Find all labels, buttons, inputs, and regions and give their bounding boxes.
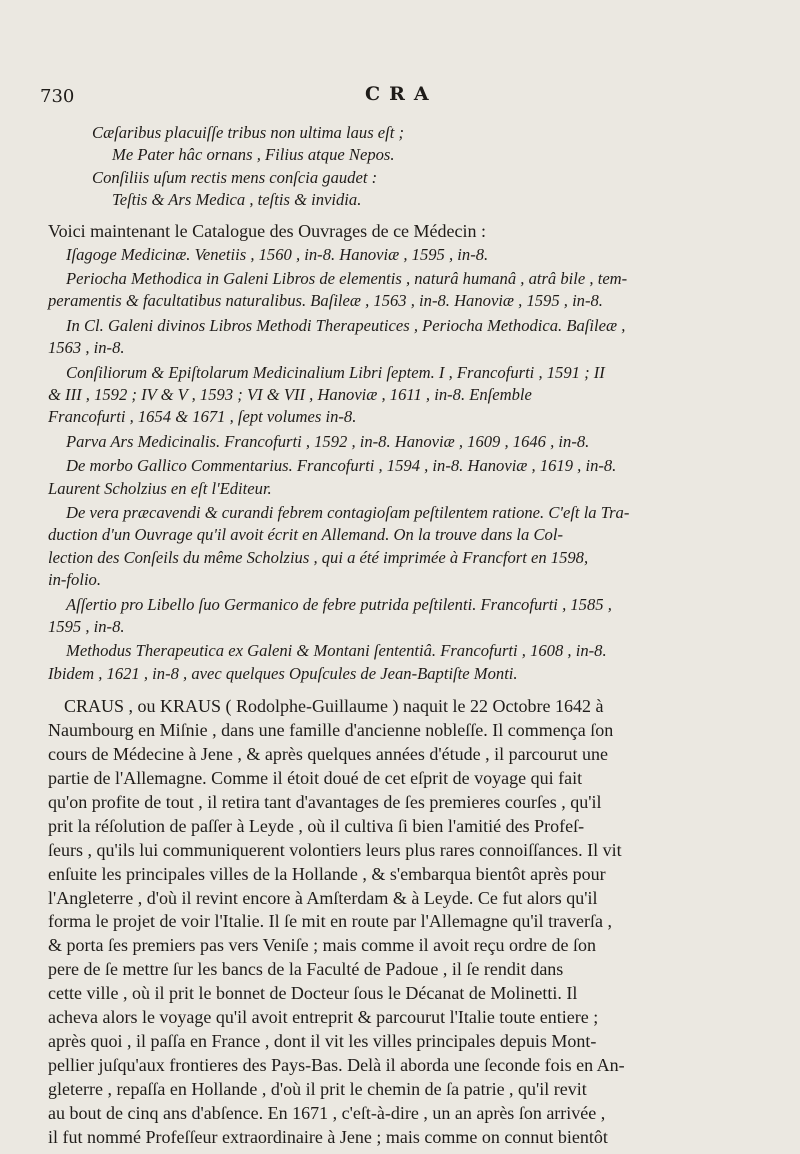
article-line: après quoi , il paſſa en France , dont il vit les villes principales depuis Mont- bbox=[48, 1030, 597, 1051]
poem-line: Conſiliis uſum rectis mens conſcia gaudet : bbox=[92, 167, 378, 187]
entry-line: Parva Ars Medicinalis. Francofurti , 1592 , in-8. Hanoviæ , 1609 , 1646 , in-8. bbox=[66, 431, 590, 451]
poem-line: Cæſaribus placuiſſe tribus non ultima laus eſt ; bbox=[92, 123, 405, 142]
entry-line: De vera præcavendi & curandi febrem contagioſam peſtilentem ratione. C'eſt la Tra- bbox=[66, 503, 630, 522]
article-line: pere de ſe mettre ſur les bancs de la Faculté de Padoue , il ſe rendit dans bbox=[48, 959, 564, 980]
entry-line: 1595 , in-8. bbox=[48, 617, 125, 637]
entry-line: Laurent Scholzius en eſt l'Editeur. bbox=[48, 478, 272, 498]
article-craus bbox=[48, 695, 768, 1149]
entry-line: Aſſertio pro Libello ſuo Germanico de febre putrida peſtilenti. Francofurti , 1585 , bbox=[66, 594, 612, 614]
poem-line: Teſtis & Ars Medica , teſtis & invidia. bbox=[112, 190, 362, 210]
catalogue-intro-block bbox=[48, 220, 768, 244]
entry-line: lection des Conſeils du même Scholzius , qui a été imprimée à Francfort en 1598, bbox=[48, 547, 589, 567]
entry-line: Periocha Methodica in Galeni Libros de elementis , naturâ humanâ , atrâ bile , tem- bbox=[66, 268, 628, 288]
article-line: au bout de cinq ans d'abſence. En 1671 , c'eſt-à-dire , un an après ſon arrivée , bbox=[48, 1102, 606, 1123]
article-line: pellier juſqu'aux frontieres des Pays-Bas. Delà il aborda une ſeconde fois en An- bbox=[48, 1054, 625, 1075]
entry-line: 1563 , in-8. bbox=[48, 338, 125, 358]
article-line: l'Angleterre , d'où il revint encore à Amſterdam & à Leyde. Ce fut alors qu'il bbox=[48, 887, 598, 908]
article-line: cette ville , où il prit le bonnet de Docteur ſous le Décanat de Molinetti. Il bbox=[48, 983, 578, 1004]
catalogue-entry bbox=[48, 502, 768, 592]
entry-line: duction d'un Ouvrage qu'il avoit écrit en Allemand. On la trouve dans la Col- bbox=[48, 525, 563, 545]
catalogue-entries bbox=[48, 244, 768, 686]
catalogue-entry bbox=[48, 594, 768, 639]
page-number: 730 bbox=[40, 86, 75, 107]
article-line: ſeurs , qu'ils lui communiquerent volontiers leurs plus rares connoiſſances. Il vit bbox=[48, 839, 622, 860]
article-line: acheva alors le voyage qu'il avoit entreprit & parcourut l'Italie toute entiere ; bbox=[48, 1007, 599, 1028]
poem-line: Me Pater hâc ornans , Filius atque Nepos. bbox=[112, 145, 395, 165]
article-line: cours de Médecine à Jene , & après quelques années d'étude , il parcourut une bbox=[48, 744, 609, 765]
entry-line: Francofurti , 1654 & 1671 , ſept volumes in-8. bbox=[48, 407, 357, 427]
article-line: enſuite les principales villes de la Hollande , & s'embarqua bientôt après pour bbox=[48, 863, 606, 884]
catalogue-entry bbox=[48, 268, 768, 313]
article-line: Naumbourg en Miſnie , dans une famille d'ancienne nobleſſe. Il commença ſon bbox=[48, 720, 614, 741]
catalogue-entry bbox=[48, 362, 768, 429]
entry-line: In Cl. Galeni divinos Libros Methodi Therapeutices , Periocha Methodica. Baſileæ , bbox=[66, 315, 626, 335]
entry-line: De morbo Gallico Commentarius. Francofurti , 1594 , in-8. Hanoviæ , 1619 , in-8. bbox=[66, 456, 617, 476]
catalogue-intro: Voici maintenant le Catalogue des Ouvrages de ce Médecin : bbox=[48, 220, 487, 241]
running-title: CRA bbox=[365, 83, 438, 105]
article-line: gleterre , repaſſa en Hollande , d'où il prit le chemin de ſa patrie , qu'il revit bbox=[48, 1078, 587, 1099]
entry-line: Methodus Therapeutica ex Galeni & Montani ſententiâ. Francofurti , 1608 , in-8. bbox=[66, 641, 607, 661]
entry-line: peramentis & facultatibus naturalibus. Baſileæ , 1563 , in-8. Hanoviæ , 1595 , in-8. bbox=[48, 291, 603, 311]
article-line: CRAUS , ou KRAUS ( Rodolphe-Guillaume ) naquit le 22 Octobre 1642 à bbox=[64, 696, 604, 717]
entry-line: Iſagoge Medicinæ. Venetiis , 1560 , in-8. Hanoviæ , 1595 , in-8. bbox=[66, 244, 489, 264]
article-line: prit la réſolution de paſſer à Leyde , où il cultiva ſi bien l'amitié des Profeſ- bbox=[48, 815, 585, 836]
poem bbox=[48, 122, 768, 212]
entry-line: in-folio. bbox=[48, 570, 102, 590]
article-line: & porta ſes premiers pas vers Veniſe ; mais comme il avoit reçu ordre de ſon bbox=[48, 935, 597, 956]
page-body bbox=[48, 122, 768, 1149]
article-line: partie de l'Allemagne. Comme il étoit doué de cet eſprit de voyage qui fait bbox=[48, 767, 583, 788]
catalogue-entry bbox=[48, 431, 768, 453]
article-line: il fut nommé Profeſſeur extraordinaire à Jene ; mais comme on connut bientôt bbox=[48, 1126, 608, 1147]
catalogue-entry bbox=[48, 244, 768, 266]
catalogue-entry bbox=[48, 640, 768, 685]
entry-line: Ibidem , 1621 , in-8 , avec quelques Opuſcules de Jean-Baptiſte Monti. bbox=[48, 663, 518, 683]
entry-line: Conſiliorum & Epiſtolarum Medicinalium Libri ſeptem. I , Francofurti , 1591 ; II bbox=[66, 362, 605, 382]
article-line: qu'on profite de tout , il retira tant d'avantages de ſes premieres courſes , qu'il bbox=[48, 791, 602, 812]
entry-line: & III , 1592 ; IV & V , 1593 ; VI & VII , Hanoviæ , 1611 , in-8. Enſemble bbox=[48, 384, 532, 404]
catalogue-entry bbox=[48, 455, 768, 500]
catalogue-entry bbox=[48, 315, 768, 360]
article-line: forma le projet de voir l'Italie. Il ſe mit en route par l'Allemagne qu'il traverſa , bbox=[48, 911, 613, 932]
